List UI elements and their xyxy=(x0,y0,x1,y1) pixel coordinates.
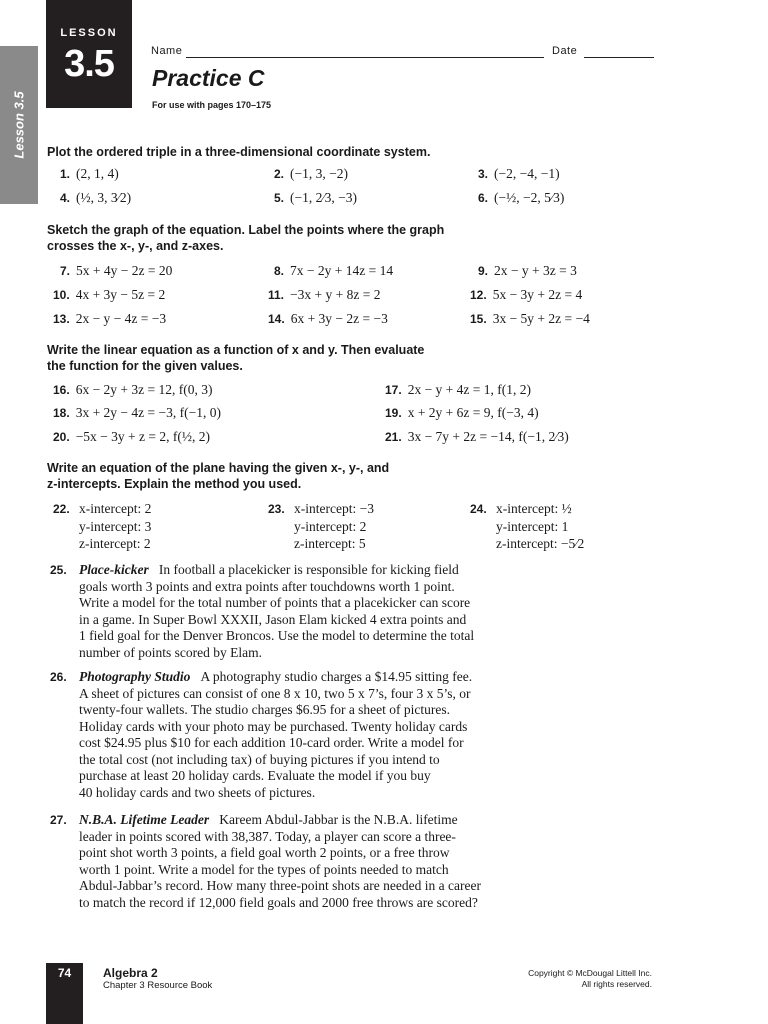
exercise-number: 13. xyxy=(53,312,70,326)
problem-line: the total cost (not including tax) of buying pictures if you intend to xyxy=(79,751,440,767)
problem-line: twenty-four wallets. The studio charges $6.95 for a sheet of pictures. xyxy=(79,702,451,717)
instruction-3-line-1: Write the linear equation as a function of x and y. Then evaluate xyxy=(47,343,425,357)
exercise-text: (−½, −2, 5⁄3) xyxy=(494,190,565,205)
exercise-text: −5x − 3y + z = 2, f(½, 2) xyxy=(75,429,210,444)
exercise-text: 2x − y + 3z = 3 xyxy=(494,263,577,278)
exercise-number: 27. xyxy=(50,813,67,827)
y-intercept: y-intercept: 1 xyxy=(496,518,569,534)
exercise-24 xyxy=(470,500,585,551)
exercise-number: 5. xyxy=(274,191,285,205)
exercise-16 xyxy=(53,382,213,398)
exercise-2 xyxy=(274,166,348,182)
exercise-number: 9. xyxy=(478,264,489,278)
problem-line: Holiday cards with your photo may be purchased. Twenty holiday cards xyxy=(79,718,468,734)
exercise-15 xyxy=(470,311,590,327)
exercise-18 xyxy=(53,405,221,421)
exercise-17 xyxy=(385,382,531,398)
exercise-text: 4x + 3y − 5z = 2 xyxy=(75,287,166,302)
exercise-number: 3. xyxy=(478,167,489,181)
exercise-10 xyxy=(53,287,165,303)
date-label: Date xyxy=(552,45,578,57)
problem-line: worth 1 point. Write a model for the types of points needed to match xyxy=(79,861,449,877)
exercise-text: x + 2y + 6z = 9, f(−3, 4) xyxy=(407,405,539,420)
exercise-number: 26. xyxy=(50,670,67,684)
exercise-number: 17. xyxy=(385,383,402,397)
problem-line: to match the record if 12,000 field goals and 2000 free throws are scored? xyxy=(79,894,478,910)
exercise-number: 4. xyxy=(60,191,71,205)
exercise-number: 15. xyxy=(470,312,487,326)
exercise-11 xyxy=(268,287,380,303)
exercise-12 xyxy=(470,287,582,303)
problem-line: point shot worth 3 points, a field goal worth 2 points, or a free throw xyxy=(79,845,450,860)
problem-line: cost $24.95 plus $10 for each addition 10-card order. Write a model for xyxy=(79,735,464,750)
exercise-text: 6x − 2y + 3z = 12, f(0, 3) xyxy=(75,382,213,397)
instruction-4 xyxy=(47,460,389,492)
exercise-number: 1. xyxy=(60,167,71,181)
book-title: Algebra 2 xyxy=(103,966,158,980)
exercise-5 xyxy=(274,190,357,206)
exercise-text: (−1, 3, −2) xyxy=(290,166,348,181)
exercise-text: 2x − y − 4z = −3 xyxy=(75,311,167,326)
exercise-number: 8. xyxy=(274,264,285,278)
lesson-number: 3.5 xyxy=(64,43,114,85)
copyright xyxy=(528,968,652,990)
instruction-2-line-2: crosses the x-, y-, and z-axes. xyxy=(47,239,224,253)
exercise-text: −3x + y + 8z = 2 xyxy=(290,287,381,302)
exercise-number: 11. xyxy=(268,288,285,302)
x-intercept: x-intercept: −3 xyxy=(294,501,374,516)
book-subtitle: Chapter 3 Resource Book xyxy=(103,980,213,991)
exercise-text: (2, 1, 4) xyxy=(76,166,119,181)
problem-line: In football a placekicker is responsible for kicking field xyxy=(158,562,459,577)
exercise-text: 3x − 7y + 2z = −14, f(−1, 2⁄3) xyxy=(407,429,569,444)
exercise-number: 14. xyxy=(268,312,285,326)
problem-title: Place-kicker xyxy=(79,562,149,577)
problem-line: A photography studio charges a $14.95 sitting fee. xyxy=(200,669,473,684)
exercise-text: 5x − 3y + 2z = 4 xyxy=(492,287,583,302)
x-intercept: x-intercept: 2 xyxy=(79,501,152,516)
problem-line: Abdul-Jabbar’s record. How many three-point shots are needed in a career xyxy=(79,878,481,893)
problem-line: number of points scored by Elam. xyxy=(79,644,262,660)
exercise-text: 5x + 4y − 2z = 20 xyxy=(76,263,173,278)
problem-line: Kareem Abdul-Jabbar is the N.B.A. lifetime xyxy=(219,812,458,827)
word-problem-27 xyxy=(50,812,519,911)
exercise-19 xyxy=(385,405,539,421)
date-line xyxy=(584,56,654,58)
page-subtitle: For use with pages 170–175 xyxy=(152,100,272,110)
exercise-13 xyxy=(53,311,166,327)
problem-line: goals worth 3 points and extra points after touchdowns worth 1 point. xyxy=(79,578,455,594)
instruction-3 xyxy=(47,342,424,374)
exercise-1 xyxy=(60,166,119,182)
problem-line: 1 field goal for the Denver Broncos. Use the model to determine the total xyxy=(79,628,475,643)
copyright-line-2: All rights reserved. xyxy=(581,979,652,989)
exercise-4 xyxy=(60,190,131,206)
exercise-text: 2x − y + 4z = 1, f(1, 2) xyxy=(407,382,532,397)
instruction-1: Plot the ordered triple in a three-dimensional coordinate system. xyxy=(47,145,431,159)
instruction-3-line-2: the function for the given values. xyxy=(47,359,243,373)
page-number: 74 xyxy=(57,966,72,980)
side-tab-label: Lesson 3.5 xyxy=(11,91,27,159)
z-intercept: z-intercept: 5 xyxy=(294,536,366,551)
problem-title: N.B.A. Lifetime Leader xyxy=(79,812,210,827)
exercise-text: 7x − 2y + 14z = 14 xyxy=(290,263,394,278)
z-intercept: z-intercept: −5⁄2 xyxy=(496,536,585,551)
exercise-3 xyxy=(478,166,560,182)
lesson-box xyxy=(46,0,132,108)
problem-line: A sheet of pictures can consist of one 8 x 10, two 5 x 7’s, four 3 x 5’s, or xyxy=(79,685,471,701)
exercise-number: 16. xyxy=(53,383,70,397)
exercise-23 xyxy=(268,500,374,551)
name-line xyxy=(186,56,544,58)
y-intercept: y-intercept: 3 xyxy=(79,518,152,534)
exercise-text: 6x + 3y − 2z = −3 xyxy=(290,311,388,326)
instruction-2-line-1: Sketch the graph of the equation. Label the points where the graph xyxy=(47,223,445,237)
exercise-number: 19. xyxy=(385,406,402,420)
exercise-text: (−2, −4, −1) xyxy=(494,166,560,181)
exercise-text: (−1, 2⁄3, −3) xyxy=(290,190,357,205)
z-intercept: z-intercept: 2 xyxy=(79,536,151,551)
exercise-8 xyxy=(274,263,393,279)
exercise-number: 10. xyxy=(53,288,70,302)
exercise-number: 24. xyxy=(470,502,487,516)
instruction-2 xyxy=(47,222,444,254)
exercise-text: 3x − 5y + 2z = −4 xyxy=(492,311,590,326)
instruction-4-line-1: Write an equation of the plane having the given x-, y-, and xyxy=(47,461,390,475)
exercise-number: 22. xyxy=(53,502,70,516)
problem-line: purchase at least 20 holiday cards. Evaluate the model if you buy xyxy=(79,768,431,783)
word-problem-25 xyxy=(50,562,519,661)
name-label: Name xyxy=(151,45,183,57)
exercise-9 xyxy=(478,263,577,279)
exercise-7 xyxy=(60,263,172,279)
x-intercept: x-intercept: ½ xyxy=(496,501,572,516)
problem-line: in a game. In Super Bowl XXXII, Jason Elam kicked 4 extra points and xyxy=(79,611,467,627)
exercise-number: 23. xyxy=(268,502,285,516)
problem-line: leader in points scored with 38,387. Today, a player can score a three- xyxy=(79,828,456,844)
problem-title: Photography Studio xyxy=(79,669,191,684)
y-intercept: y-intercept: 2 xyxy=(294,518,367,534)
problem-line: 40 holiday cards and two sheets of pictures. xyxy=(79,784,316,800)
page-number-box xyxy=(46,963,83,1024)
exercise-21 xyxy=(385,429,569,445)
exercise-number: 18. xyxy=(53,406,70,420)
page-title: Practice C xyxy=(152,65,265,91)
exercise-number: 2. xyxy=(274,167,285,181)
side-tab xyxy=(0,46,38,204)
exercise-text: 3x + 2y − 4z = −3, f(−1, 0) xyxy=(75,405,221,420)
copyright-line-1: Copyright © McDougal Littell Inc. xyxy=(528,968,652,978)
exercise-number: 12. xyxy=(470,288,487,302)
exercise-number: 21. xyxy=(385,430,402,444)
exercise-22 xyxy=(53,500,152,551)
problem-line: Write a model for the total number of points that a placekicker can score xyxy=(79,595,471,610)
instruction-4-line-2: z-intercepts. Explain the method you used. xyxy=(47,477,302,491)
exercise-6 xyxy=(478,190,564,206)
exercise-14 xyxy=(268,311,388,327)
exercise-number: 6. xyxy=(478,191,489,205)
exercise-text: (½, 3, 3⁄2) xyxy=(76,190,132,205)
exercise-number: 25. xyxy=(50,563,67,577)
lesson-word: LESSON xyxy=(60,27,118,39)
exercise-number: 20. xyxy=(53,430,70,444)
exercise-number: 7. xyxy=(60,264,71,278)
word-problem-26 xyxy=(50,669,519,801)
exercise-20 xyxy=(53,429,210,445)
